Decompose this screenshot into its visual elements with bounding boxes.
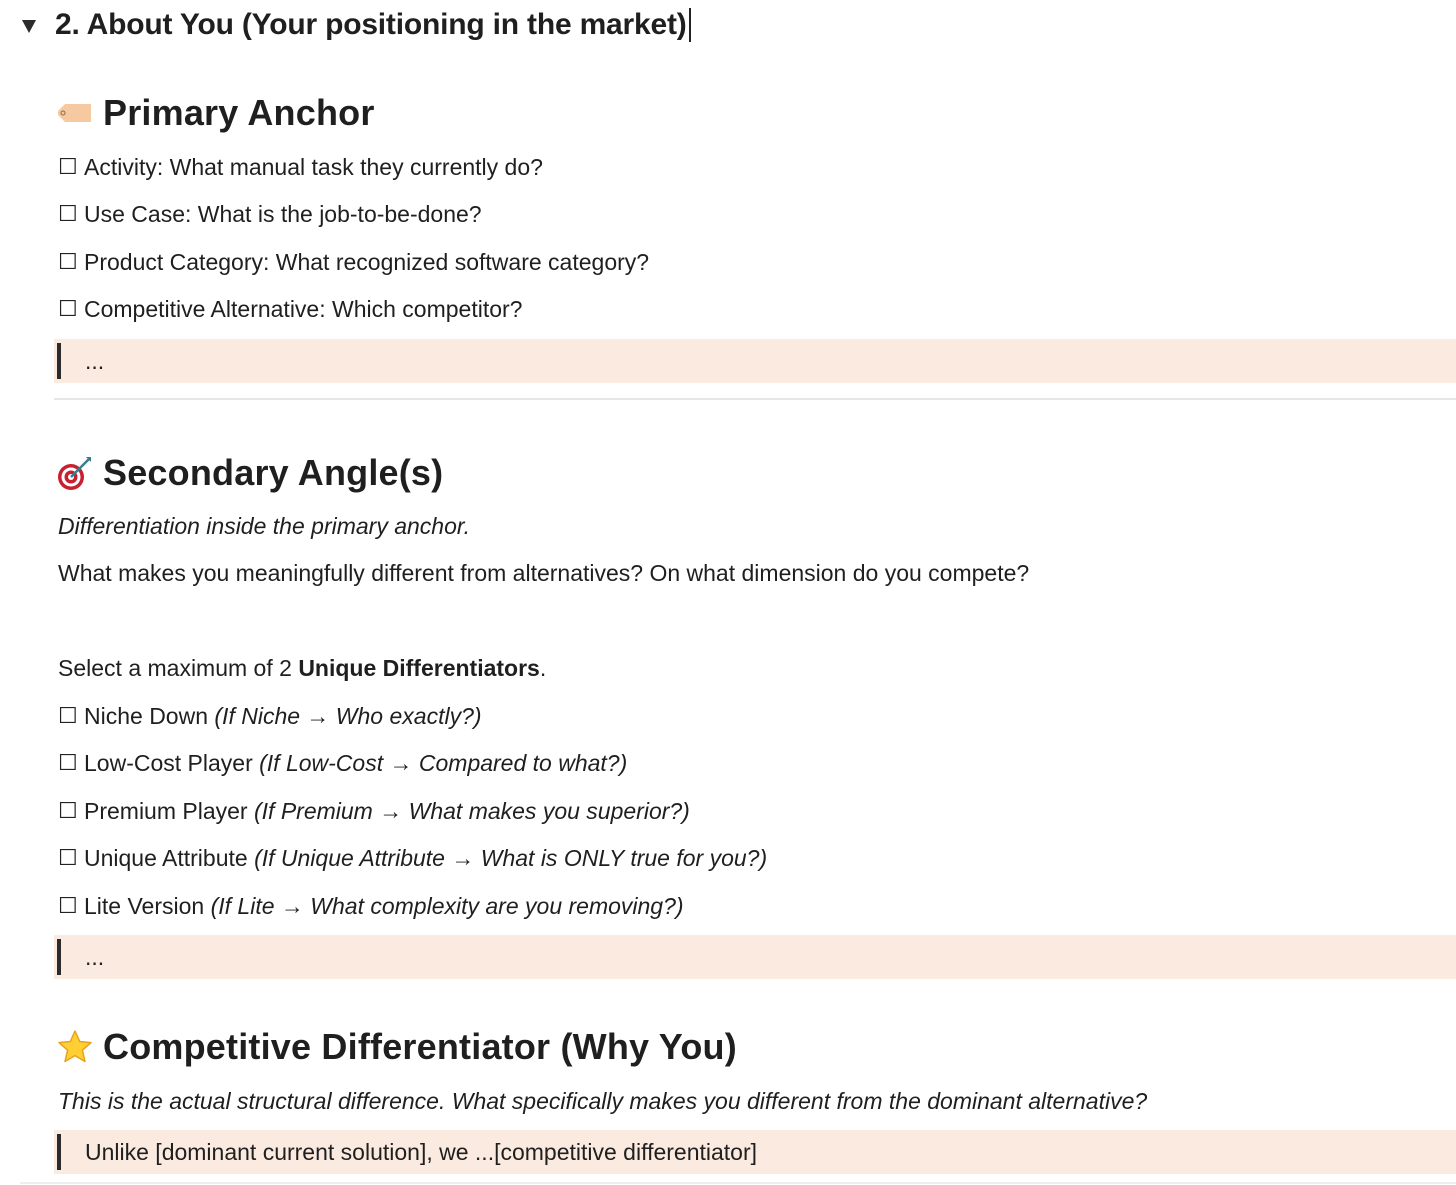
star-icon xyxy=(57,1029,93,1065)
callout-text[interactable]: ... xyxy=(85,348,105,374)
divider xyxy=(54,398,1456,400)
checkbox-icon[interactable]: ☐ xyxy=(58,703,78,728)
price-tag-icon xyxy=(57,95,93,131)
checkbox-icon[interactable]: ☐ xyxy=(58,798,78,823)
toggle-heading[interactable] xyxy=(22,8,691,42)
checkbox-icon[interactable]: ☐ xyxy=(58,201,78,226)
checklist-label: Premium Player xyxy=(84,797,248,824)
callout-bar xyxy=(57,343,61,379)
checkbox-icon[interactable]: ☐ xyxy=(58,845,78,870)
callout-bar xyxy=(57,939,61,975)
select-instruction xyxy=(58,652,546,684)
checklist-text: Product Category: What recognized software category? xyxy=(84,248,650,275)
checklist-item[interactable] xyxy=(58,246,649,278)
checklist-item[interactable] xyxy=(58,747,627,779)
checklist-label: Lite Version xyxy=(84,892,205,919)
checklist-item[interactable] xyxy=(58,795,690,827)
checklist-item[interactable] xyxy=(58,151,543,183)
checklist-hint: (If Niche → Who exactly?) xyxy=(214,702,482,729)
checklist-hint: (If Low-Cost → Compared to what?) xyxy=(259,749,628,776)
competitive-differentiator-title: Competitive Differentiator (Why You) xyxy=(103,1026,737,1067)
primary-callout[interactable] xyxy=(54,339,1456,383)
primary-anchor-heading xyxy=(57,92,375,134)
checkbox-icon[interactable]: ☐ xyxy=(58,893,78,918)
checklist-text: Competitive Alternative: Which competitor? xyxy=(84,295,523,322)
toggle-title[interactable]: 2. About You (Your positioning in the market) xyxy=(55,8,687,41)
secondary-callout[interactable] xyxy=(54,935,1456,979)
checkbox-icon[interactable]: ☐ xyxy=(58,154,78,179)
checklist-label: Niche Down xyxy=(84,702,208,729)
callout-text[interactable]: Unlike [dominant current solution], we ...[competitive differentiator] xyxy=(85,1139,758,1165)
bottom-divider xyxy=(20,1182,1456,1184)
toggle-triangle-icon[interactable] xyxy=(22,20,36,33)
secondary-subtitle: Differentiation inside the primary anchor. xyxy=(58,512,471,539)
direct-hit-target-icon xyxy=(57,455,93,491)
primary-anchor-title: Primary Anchor xyxy=(103,92,375,133)
select-bold: Unique Differentiators xyxy=(298,654,540,681)
competitive-callout[interactable] xyxy=(54,1130,1456,1174)
text-cursor xyxy=(689,8,691,42)
checklist-text: Use Case: What is the job-to-be-done? xyxy=(84,200,482,227)
checklist-item[interactable] xyxy=(58,293,522,325)
select-prefix: Select a maximum of 2 xyxy=(58,654,299,681)
secondary-angle-title: Secondary Angle(s) xyxy=(103,452,444,493)
checklist-item[interactable] xyxy=(58,842,767,874)
checklist-item[interactable] xyxy=(58,198,482,230)
select-suffix: . xyxy=(539,654,547,681)
competitive-subtitle: This is the actual structural difference. What specifically makes you different from the dominant alternative? xyxy=(58,1087,1148,1114)
checklist-label: Unique Attribute xyxy=(84,844,248,871)
checkbox-icon[interactable]: ☐ xyxy=(58,296,78,321)
checklist-item[interactable] xyxy=(58,890,684,922)
secondary-question: What makes you meaningfully different from alternatives? On what dimension do you compete? xyxy=(58,559,1030,586)
checklist-hint: (If Premium → What makes you superior?) xyxy=(254,797,690,824)
checkbox-icon[interactable]: ☐ xyxy=(58,249,78,274)
secondary-angle-heading xyxy=(57,452,443,494)
checklist-item[interactable] xyxy=(58,700,482,732)
checklist-label: Low-Cost Player xyxy=(84,749,253,776)
checklist-hint: (If Lite → What complexity are you removing?) xyxy=(210,892,684,919)
competitive-differentiator-heading xyxy=(57,1026,737,1068)
callout-text[interactable]: ... xyxy=(85,944,105,970)
checklist-text: Activity: What manual task they currently do? xyxy=(84,153,543,180)
checkbox-icon[interactable]: ☐ xyxy=(58,750,78,775)
callout-bar xyxy=(57,1134,61,1170)
checklist-hint: (If Unique Attribute → What is ONLY true for you?) xyxy=(254,844,768,871)
